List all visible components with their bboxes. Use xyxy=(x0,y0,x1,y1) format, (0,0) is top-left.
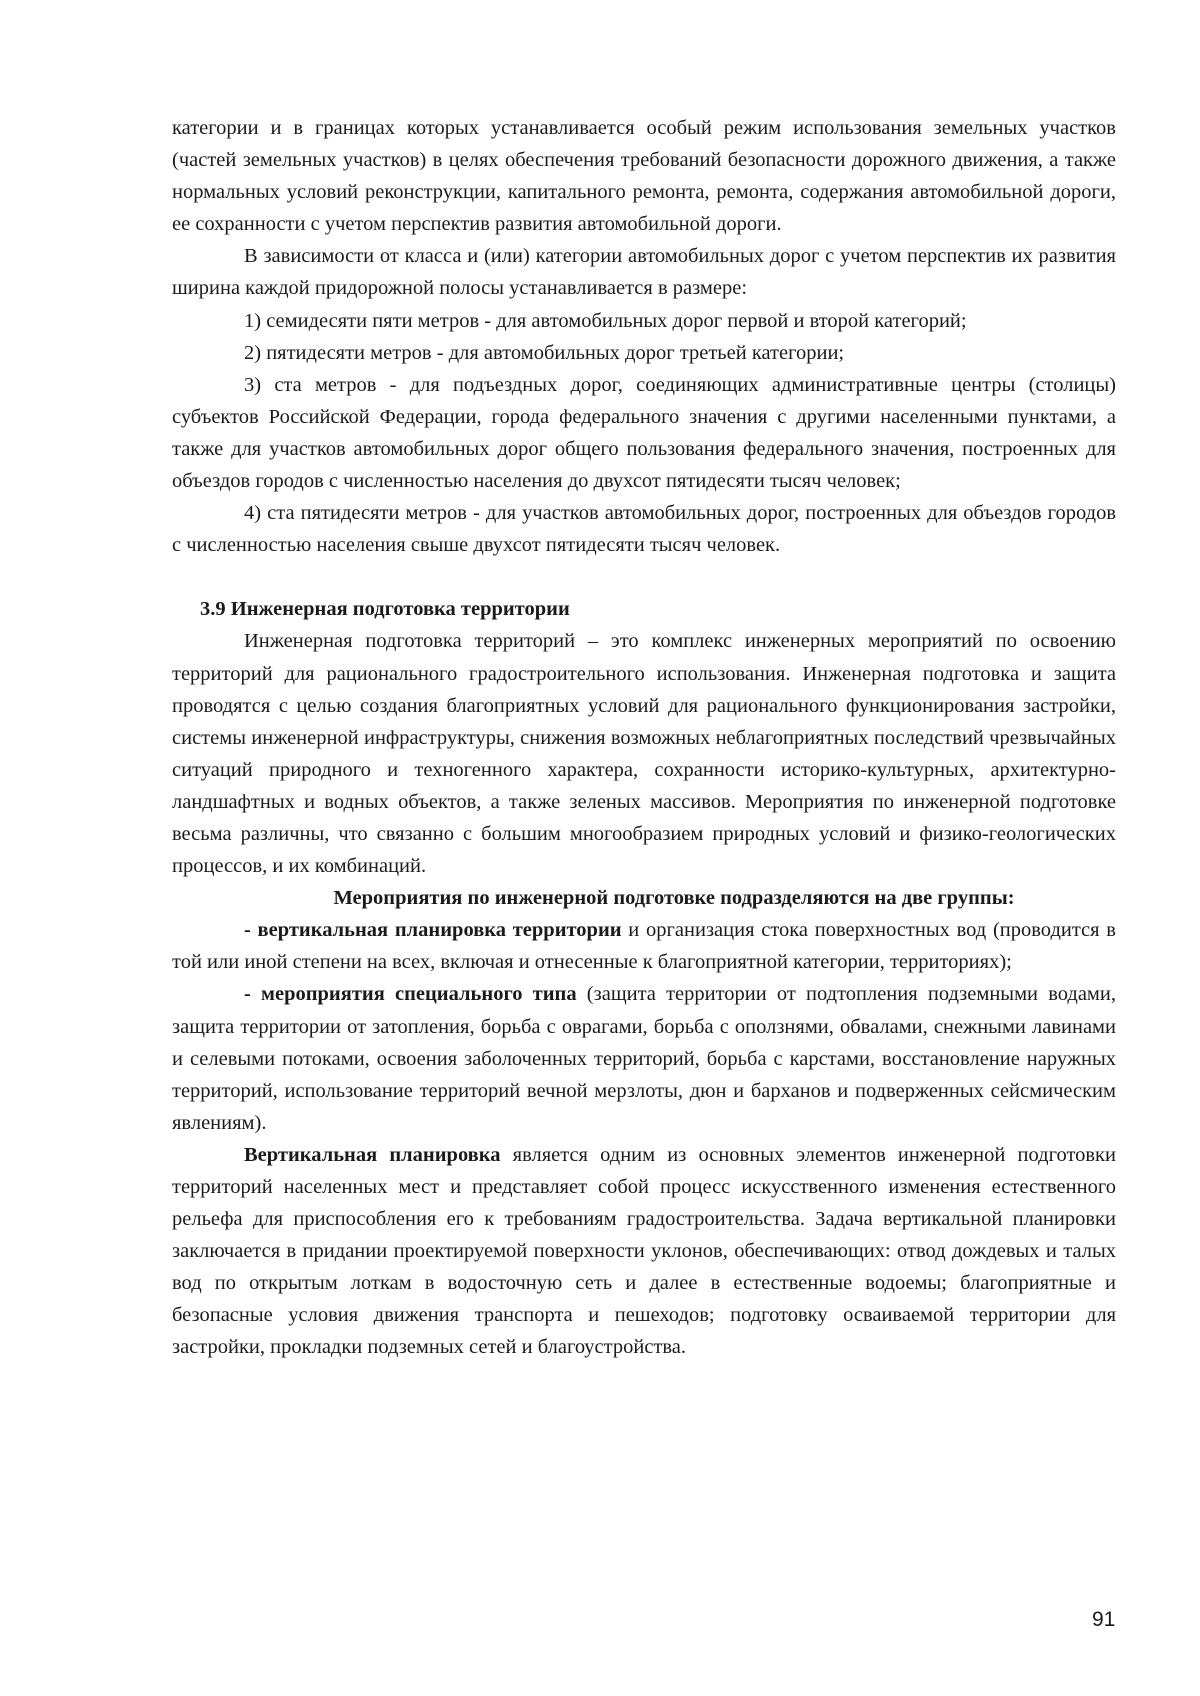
page-text xyxy=(172,112,1116,1364)
paragraph-group-2 xyxy=(172,978,1116,1138)
vertical-planning-bold: Вертикальная планировка xyxy=(244,1143,501,1166)
list-item-2: 2) пятидесяти метров - для автомобильных дорог третьей категории; xyxy=(244,341,845,364)
paragraph-intro: Инженерная подготовка территорий – это комплекс инженерных мероприятий по освоению территорий для рационального градостроительного использования. Инженерная подготовка и защита проводятся с целью создания благоприятных условий для рационального функционирования застройки, системы инженерной инфраструктуры, снижения возможных неблагоприятных последствий чрезвычайных ситуаций природного и техногенного характера, сохранности историко-культурных, архитектурно-ландшафтных и водных объектов, а также зеленых массивов. Мероприятия по инженерной подготовке весьма различны, что связанно с большим многообразием природных условий и физико-геологических процессов, и их комбинаций. xyxy=(172,630,1116,878)
group-2-bold: - мероприятия специального типа xyxy=(244,983,577,1006)
list-item-3: 3) ста метров - для подъездных дорог, соединяющих административные центры (столицы) субъектов Российской Федерации, города федерального значения с другими населенными пунктами, а также для участков автомобильных дорог общего пользования федерального значения, построенных для объездов городов с численностью населения до двухсот пятидесяти тысяч человек; xyxy=(172,373,1116,493)
page-number: 91 xyxy=(1092,1608,1116,1631)
groups-heading: Мероприятия по инженерной подготовке подразделяются на две группы: xyxy=(333,887,1015,910)
paragraph-vertical-planning xyxy=(172,1139,1116,1364)
paragraph-group-1 xyxy=(172,914,1116,978)
vertical-planning-text: является одним из основных элементов инженерной подготовки территорий населенных мест и представляет собой процесс искусственного изменения естественного рельефа для приспособления его к требованиям градостроительства. Задача вертикальной планировки заключается в придании проектируемой поверхности уклонов, обеспечивающих: отвод дождевых и талых вод по открытым лоткам в водосточную сеть и далее в естественные водоемы; благоприятные и безопасные условия движения транспорта и пешеходов; подготовку осваиваемой территории для застройки, прокладки подземных сетей и благоустройства. xyxy=(172,1143,1116,1359)
section-heading: 3.9 Инженерная подготовка территории xyxy=(200,598,570,621)
paragraph-continuation: категории и в границах которых устанавливается особый режим использования земельных участков (частей земельных участков) в целях обеспечения требований безопасности дорожного движения, а также нормальных условий реконструкции, капитального ремонта, ремонта, содержания автомобильной дороги, ее сохранности с учетом перспектив развития автомобильной дороги. xyxy=(172,117,1116,236)
list-item-4: 4) ста пятидесяти метров - для участков автомобильных дорог, построенных для объездов городов с численностью населения свыше двухсот пятидесяти тысяч человек. xyxy=(172,502,1116,557)
group-2-text: (защита территории от подтопления подземными водами, защита территории от затопления, борьба с оврагами, борьба с оползнями, обвалами, снежными лавинами и селевыми потоками, освоения заболоченных территорий, борьба с карстами, восстановление наружных территорий, использование территорий вечной мерзлоты, дюн и барханов и подверженных сейсмическим явлениям). xyxy=(172,983,1116,1134)
group-1-bold: - вертикальная планировка территории xyxy=(244,919,622,942)
paragraph-road-width: В зависимости от класса и (или) категории автомобильных дорог с учетом перспектив их развития ширина каждой придорожной полосы устанавливается в размере: xyxy=(172,245,1116,300)
list-item-1: 1) семидесяти пяти метров - для автомобильных дорог первой и второй категорий; xyxy=(244,309,967,332)
group-1-text: и организация стока поверхностных вод (проводится в той или иной степени на всех, включая и отнесенные к благоприятной категории, территориях); xyxy=(172,919,1116,974)
